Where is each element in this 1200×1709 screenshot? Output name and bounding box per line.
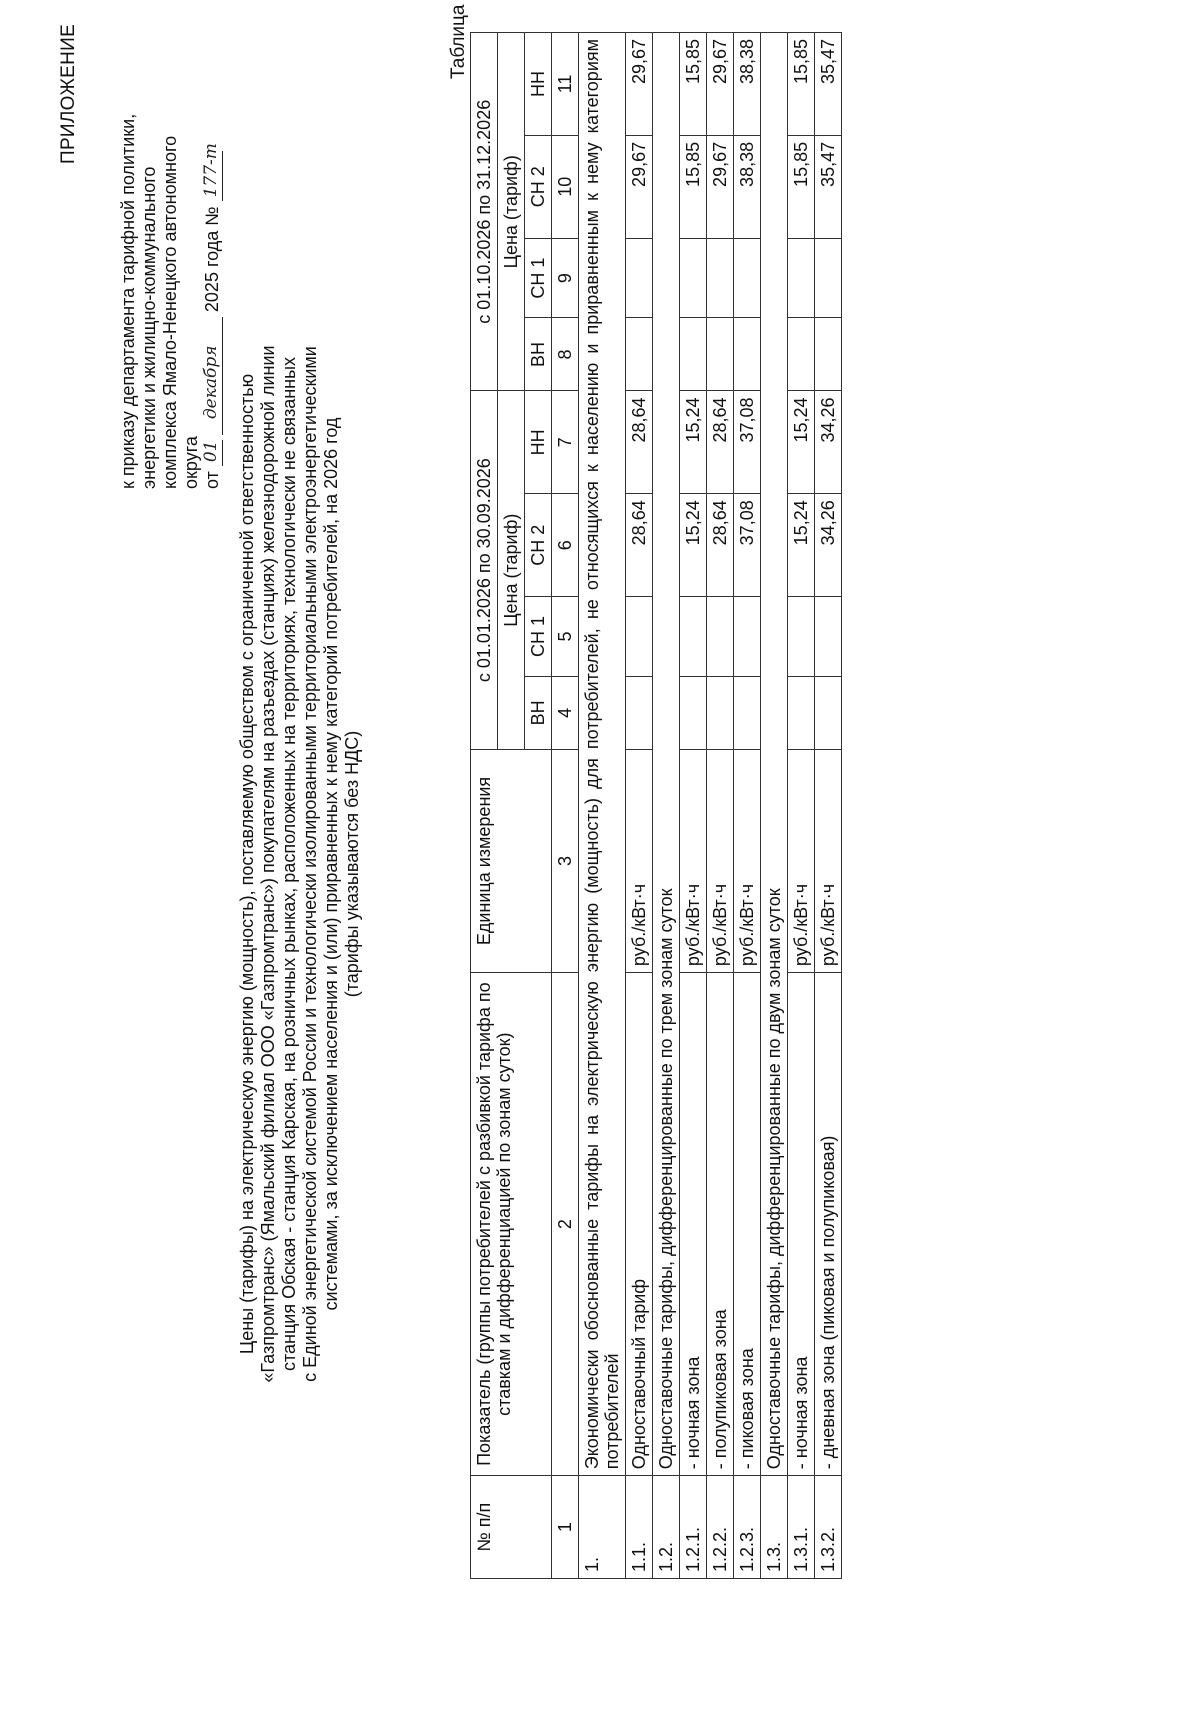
value-cell xyxy=(815,238,842,318)
year-text: 2025 года № xyxy=(202,206,222,313)
row-unit: руб./кВт·ч xyxy=(626,749,653,972)
heading-line: «Газпромтранс» (Ямальский филиал ООО «Газпромтранс») покупателям на разъездах (станциях) железнодорожной линии xyxy=(258,345,278,1383)
value-cell: 38,38 xyxy=(734,135,761,238)
header-level-sn1: СН 1 xyxy=(525,597,552,677)
column-number: 2 xyxy=(552,973,579,1476)
value-cell: 15,24 xyxy=(680,494,707,597)
value-cell xyxy=(680,676,707,749)
value-cell xyxy=(815,597,842,677)
number-field xyxy=(201,143,223,201)
value-cell xyxy=(734,318,761,391)
row-number: 1.3.2. xyxy=(815,1476,842,1579)
value-cell: 37,08 xyxy=(734,391,761,494)
value-cell xyxy=(788,597,815,677)
order-line: к приказу департамента тарифной политики, xyxy=(118,113,138,489)
value-cell: 35,47 xyxy=(815,135,842,238)
row-unit: руб./кВт·ч xyxy=(788,749,815,972)
value-cell: 34,26 xyxy=(815,494,842,597)
header-price-2: Цена (тариф) xyxy=(498,33,525,392)
value-cell: 34,26 xyxy=(815,391,842,494)
value-cell xyxy=(626,676,653,749)
value-cell xyxy=(626,318,653,391)
value-cell xyxy=(626,597,653,677)
table-caption: Таблица xyxy=(448,4,469,79)
header-row xyxy=(471,33,498,1579)
value-cell xyxy=(734,597,761,677)
table-row xyxy=(734,33,761,1579)
row-number: 1.3. xyxy=(761,1476,788,1579)
column-number: 5 xyxy=(552,597,579,677)
row-unit: руб./кВт·ч xyxy=(734,749,761,972)
row-unit: руб./кВт·ч xyxy=(680,749,707,972)
column-number: 6 xyxy=(552,494,579,597)
header-num: № п/п xyxy=(471,1476,552,1579)
value-cell: 37,08 xyxy=(734,494,761,597)
header-level-nn: НН xyxy=(525,391,552,494)
row-indicator: - дневная зона (пиковая и полупиковая) xyxy=(815,973,842,1476)
value-cell xyxy=(626,238,653,318)
value-cell xyxy=(788,238,815,318)
table-section-row xyxy=(653,33,680,1579)
heading-line: Цены (тарифы) на электрическую энергию (мощность), поставляемую обществом с ограниченной ответственностью xyxy=(237,373,257,1355)
column-number: 8 xyxy=(552,318,579,391)
value-cell xyxy=(734,238,761,318)
value-cell: 28,64 xyxy=(707,391,734,494)
value-cell xyxy=(788,676,815,749)
row-indicator: - полупиковая зона xyxy=(707,973,734,1476)
row-indicator: - ночная зона xyxy=(788,973,815,1476)
header-price-1: Цена (тариф) xyxy=(498,391,525,749)
row-number: 1.1. xyxy=(626,1476,653,1579)
handwritten-month: декабря xyxy=(201,345,221,420)
header-level-sn2: СН 2 xyxy=(525,135,552,238)
value-cell xyxy=(815,318,842,391)
value-cell xyxy=(707,597,734,677)
column-number: 3 xyxy=(552,749,579,972)
table-row xyxy=(680,33,707,1579)
month-field xyxy=(203,317,223,435)
row-number: 1. xyxy=(579,1476,626,1579)
value-cell xyxy=(680,318,707,391)
date-prefix: от xyxy=(202,471,222,489)
value-cell: 15,24 xyxy=(788,391,815,494)
row-unit: руб./кВт·ч xyxy=(815,749,842,972)
order-date xyxy=(202,49,223,489)
value-cell xyxy=(680,238,707,318)
order-reference xyxy=(118,49,223,489)
heading-line: с Единой энергетической системой России и технологически изолированными территориальными электроэнергетическими xyxy=(300,346,320,1382)
section-title: Одноставочные тарифы, дифференцированные по трем зонам суток xyxy=(653,33,680,1476)
column-number: 11 xyxy=(552,33,579,136)
header-level-vn: ВН xyxy=(525,318,552,391)
header-period-1: с 01.01.2026 по 30.09.2026 xyxy=(471,391,498,749)
value-cell: 15,24 xyxy=(680,391,707,494)
table-row xyxy=(626,33,653,1579)
section-title: Экономически обоснованные тарифы на электрическую энергию (мощность) для потребителей, не относящихся к населению и приравненным к нему категориям потребителей xyxy=(579,33,626,1476)
row-number: 1.2. xyxy=(653,1476,680,1579)
row-unit: руб./кВт·ч xyxy=(707,749,734,972)
order-line: комплекса Ямало-Ненецкого автономного xyxy=(160,135,180,489)
value-cell: 15,85 xyxy=(788,33,815,136)
row-number: 1.2.1. xyxy=(680,1476,707,1579)
tariff-table xyxy=(470,32,842,1579)
value-cell xyxy=(707,676,734,749)
row-number: 1.3.1. xyxy=(788,1476,815,1579)
day-field xyxy=(203,440,223,466)
value-cell: 28,64 xyxy=(626,494,653,597)
column-number: 9 xyxy=(552,238,579,318)
table-row xyxy=(707,33,734,1579)
value-cell: 38,38 xyxy=(734,33,761,136)
column-number: 10 xyxy=(552,135,579,238)
column-number: 1 xyxy=(552,1476,579,1579)
row-indicator: - пиковая зона xyxy=(734,973,761,1476)
header-level-vn: ВН xyxy=(525,676,552,749)
table-row xyxy=(815,33,842,1579)
header-indicator: Показатель (группы потребителей с разбивкой тарифа по ставкам и дифференциацией по зонам суток) xyxy=(471,973,552,1476)
row-indicator: - ночная зона xyxy=(680,973,707,1476)
value-cell: 28,64 xyxy=(626,391,653,494)
header-period-2: с 01.10.2026 по 31.12.2026 xyxy=(471,33,498,392)
row-number: 1.2.2. xyxy=(707,1476,734,1579)
value-cell: 29,67 xyxy=(707,33,734,136)
table-row xyxy=(788,33,815,1579)
value-cell xyxy=(788,318,815,391)
header-unit: Единица измерения xyxy=(471,749,552,972)
value-cell: 35,47 xyxy=(815,33,842,136)
header-level-sn2: СН 2 xyxy=(525,494,552,597)
section-title: Одноставочные тарифы, дифференцированные по двум зонам суток xyxy=(761,33,788,1476)
handwritten-day: 01 xyxy=(201,440,221,463)
heading-line: системами, за исключением населения и (или) приравненных к нему категорий потребителей, на 2026 год xyxy=(321,417,341,1311)
row-number: 1.2.3. xyxy=(734,1476,761,1579)
table-section-row xyxy=(761,33,788,1579)
value-cell: 29,67 xyxy=(626,33,653,136)
value-cell: 29,67 xyxy=(707,135,734,238)
column-number: 7 xyxy=(552,391,579,494)
value-cell xyxy=(707,238,734,318)
value-cell xyxy=(680,597,707,677)
heading-line: станция Обская - станция Карская, на розничных рынках, расположенных на территориях, технологически не связанных xyxy=(279,356,299,1372)
document-heading xyxy=(237,194,363,1534)
value-cell: 15,24 xyxy=(788,494,815,597)
value-cell xyxy=(815,676,842,749)
value-cell: 29,67 xyxy=(626,135,653,238)
row-indicator: Одноставочный тариф xyxy=(626,973,653,1476)
header-level-sn1: СН 1 xyxy=(525,238,552,318)
order-line: энергетики и жилищно-коммунального xyxy=(139,166,159,489)
appendix-title: ПРИЛОЖЕНИЕ xyxy=(58,23,79,164)
heading-line: (тарифы указываются без НДС) xyxy=(342,730,362,998)
value-cell: 15,85 xyxy=(680,33,707,136)
value-cell: 15,85 xyxy=(788,135,815,238)
header-level-nn: НН xyxy=(525,33,552,136)
value-cell: 15,85 xyxy=(680,135,707,238)
order-line: округа xyxy=(181,436,201,489)
table-section-row xyxy=(579,33,626,1579)
column-number: 4 xyxy=(552,676,579,749)
value-cell xyxy=(734,676,761,749)
handwritten-number: 177-т xyxy=(201,143,221,198)
value-cell xyxy=(707,318,734,391)
value-cell: 28,64 xyxy=(707,494,734,597)
column-number-row xyxy=(552,33,579,1579)
